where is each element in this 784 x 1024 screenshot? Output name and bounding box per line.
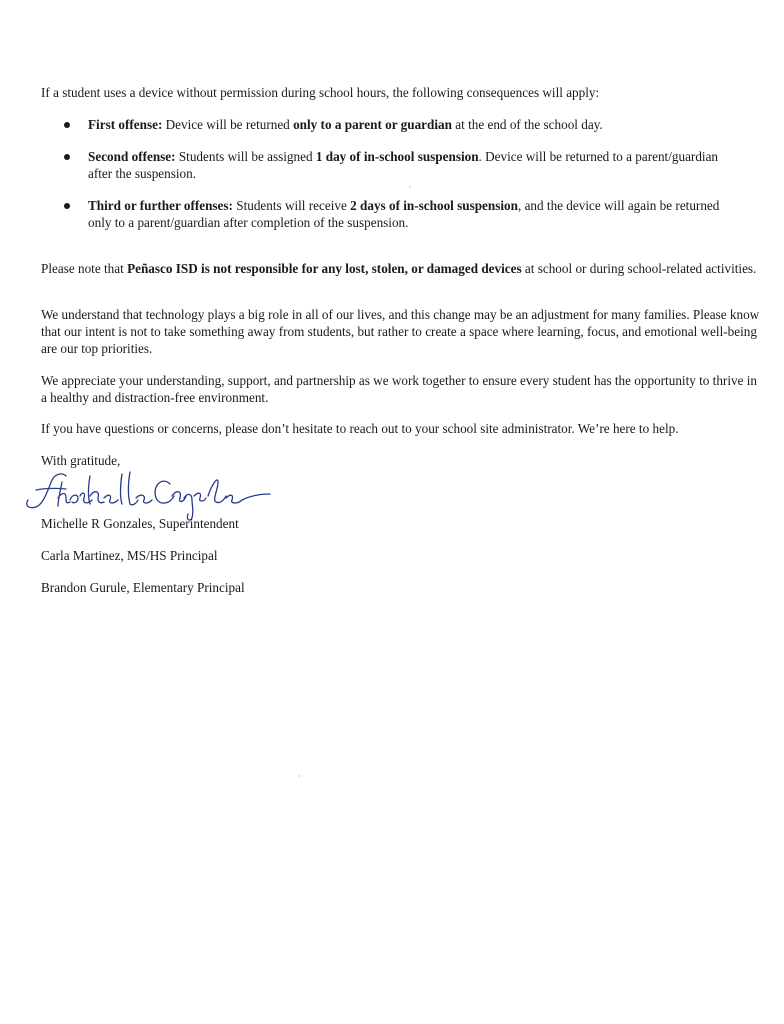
consequences-list bbox=[64, 116, 724, 231]
signatory-superintendent: Michelle R Gonzales, Superintendent bbox=[41, 516, 239, 531]
consequence-text: , and the device will again be returned only to a parent/guardian after completion of the suspension. bbox=[88, 198, 720, 230]
closing-salutation: With gratitude, bbox=[41, 453, 121, 468]
bullet-icon bbox=[64, 203, 70, 209]
bullet-icon bbox=[64, 122, 70, 128]
disclaimer-text: Please note that bbox=[41, 261, 128, 276]
consequence-label: Third or further offenses: bbox=[88, 198, 233, 213]
appreciation-paragraph: We appreciate your understanding, support, and partnership as we work together to ensure every student has the opportunity to thrive in a healthy and distraction-free environment. bbox=[41, 373, 757, 405]
disclaimer-emphasis: Peñasco ISD is not responsible for any lost, stolen, or damaged devices bbox=[127, 261, 522, 276]
understanding-paragraph: We understand that technology plays a big role in all of our lives, and this change may be an adjustment for many families. Please know that our intent is not to take something away from students, but rather to create a space where learning, focus, and emotional well-being are our top priorities. bbox=[41, 307, 760, 356]
consequence-label: First offense: bbox=[88, 117, 163, 132]
consequence-text: Students will receive bbox=[232, 198, 351, 213]
consequence-text: at the end of the school day. bbox=[451, 117, 603, 132]
consequence-text: . Device will be returned to a parent/guardian after the suspension. bbox=[88, 149, 719, 181]
scan-speck bbox=[409, 186, 411, 188]
consequence-text: Students will be assigned bbox=[175, 149, 316, 164]
signatory-ms-hs-principal: Carla Martinez, MS/HS Principal bbox=[41, 548, 218, 563]
intro-paragraph: If a student uses a device without permission during school hours, the following consequences will apply: bbox=[41, 85, 600, 100]
disclaimer-text: at school or during school-related activities. bbox=[521, 261, 757, 276]
contact-paragraph: If you have questions or concerns, please don’t hesitate to reach out to your school site administrator. We’re here to help. bbox=[41, 421, 679, 436]
bullet-icon bbox=[64, 154, 70, 160]
consequence-first-offense bbox=[64, 116, 724, 133]
consequence-emphasis: 2 days of in-school suspension bbox=[350, 198, 518, 213]
consequence-emphasis: 1 day of in-school suspension bbox=[315, 149, 479, 164]
consequence-second-offense bbox=[64, 148, 724, 182]
consequence-third-offense bbox=[64, 197, 724, 231]
consequence-emphasis: only to a parent or guardian bbox=[293, 117, 452, 132]
scan-speck bbox=[298, 775, 300, 777]
signatory-elementary-principal: Brandon Gurule, Elementary Principal bbox=[41, 580, 245, 595]
disclaimer-paragraph bbox=[41, 260, 763, 277]
consequence-label: Second offense: bbox=[88, 149, 176, 164]
consequence-text: Device will be returned bbox=[162, 117, 294, 132]
